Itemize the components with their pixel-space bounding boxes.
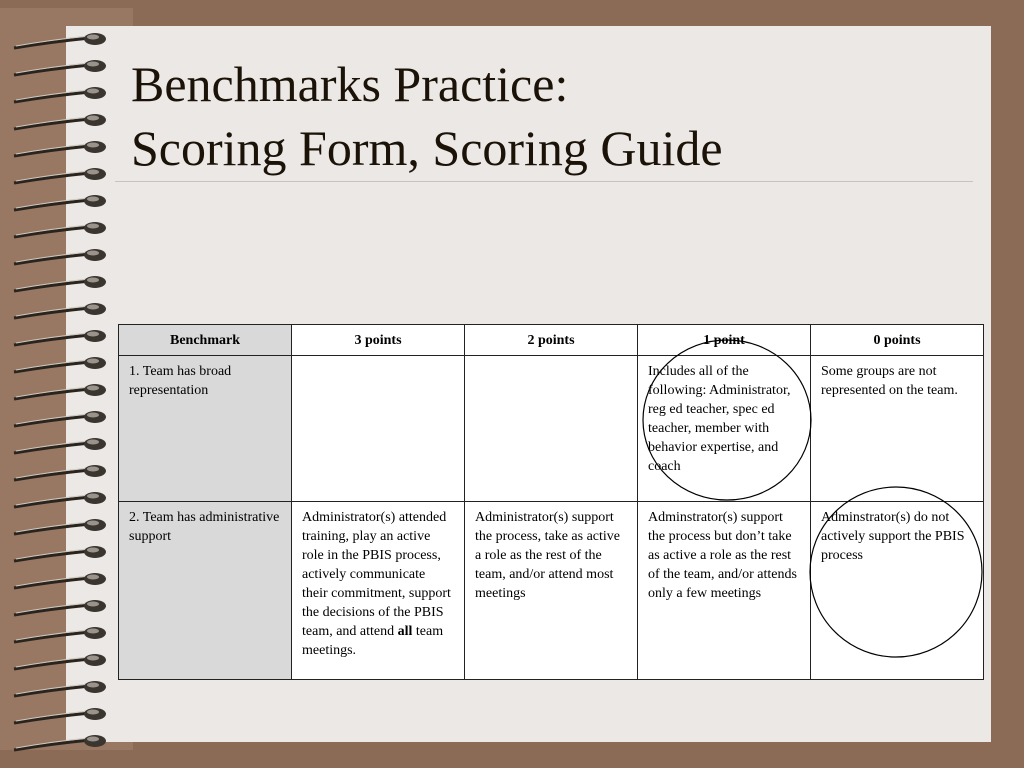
row2-3-points-text: Administrator(s) attended training, play an active role in the PBIS process, actively communicate their commitment, support the decisions of the PBIS team, and attend xyxy=(302,510,451,639)
spiral-ring xyxy=(14,249,106,264)
table-row xyxy=(119,356,984,502)
spiral-ring xyxy=(14,87,106,102)
spiral-ring xyxy=(14,114,106,129)
spiral-ring xyxy=(14,735,106,750)
spiral-ring xyxy=(14,519,106,534)
title-divider xyxy=(115,181,973,182)
row1-benchmark: 1. Team has broad representation xyxy=(119,356,292,502)
spiral-ring xyxy=(14,681,106,696)
title-line-1: Benchmarks Practice: xyxy=(131,56,569,112)
spiral-ring xyxy=(14,465,106,480)
row1-2-points xyxy=(465,356,638,502)
spiral-ring xyxy=(14,654,106,669)
spiral-ring xyxy=(14,33,106,48)
spiral-ring xyxy=(14,357,106,372)
spiral-ring xyxy=(14,303,106,318)
row1-1-point: Includes all of the following: Administrator, reg ed teacher, spec ed teacher, member with behavior expertise, and coach xyxy=(638,356,811,502)
scoring-table xyxy=(118,324,984,680)
spiral-ring xyxy=(14,411,106,426)
spiral-ring xyxy=(14,627,106,642)
spiral-ring xyxy=(14,573,106,588)
table-row xyxy=(119,502,984,680)
spiral-ring xyxy=(14,330,106,345)
header-1-point: 1 point xyxy=(638,325,811,356)
row1-0-points: Some groups are not represented on the team. xyxy=(811,356,984,502)
row2-3-points-emphasis: all xyxy=(397,624,413,639)
row1-3-points xyxy=(292,356,465,502)
spiral-ring xyxy=(14,492,106,507)
row2-3-points-tail: team meetings. xyxy=(302,624,444,658)
spiral-ring xyxy=(14,438,106,453)
header-0-points: 0 points xyxy=(811,325,984,356)
row2-1-point: Adminstrator(s) support the process but don’t take as active a role as the rest of the team, and/or attends only a few meetings xyxy=(638,502,811,680)
spiral-ring xyxy=(14,276,106,291)
spiral-ring xyxy=(14,60,106,75)
table-header-row xyxy=(119,325,984,356)
spiral-ring xyxy=(14,600,106,615)
spiral-ring xyxy=(14,222,106,237)
header-benchmark: Benchmark xyxy=(119,325,292,356)
header-3-points: 3 points xyxy=(292,325,465,356)
slide-title xyxy=(131,52,971,180)
title-line-2: Scoring Form, Scoring Guide xyxy=(131,120,723,176)
spiral-ring xyxy=(14,195,106,210)
row2-3-points xyxy=(292,502,465,680)
header-2-points: 2 points xyxy=(465,325,638,356)
row2-0-points: Adminstrator(s) do not actively support the PBIS process xyxy=(811,502,984,680)
spiral-ring xyxy=(14,141,106,156)
spiral-binding-icon xyxy=(0,0,120,768)
spiral-ring xyxy=(14,384,106,399)
spiral-ring xyxy=(14,546,106,561)
row2-2-points: Administrator(s) support the process, take as active a role as the rest of the team, and/or attend most meetings xyxy=(465,502,638,680)
spiral-ring xyxy=(14,168,106,183)
spiral-ring xyxy=(14,708,106,723)
row2-benchmark: 2. Team has administrative support xyxy=(119,502,292,680)
